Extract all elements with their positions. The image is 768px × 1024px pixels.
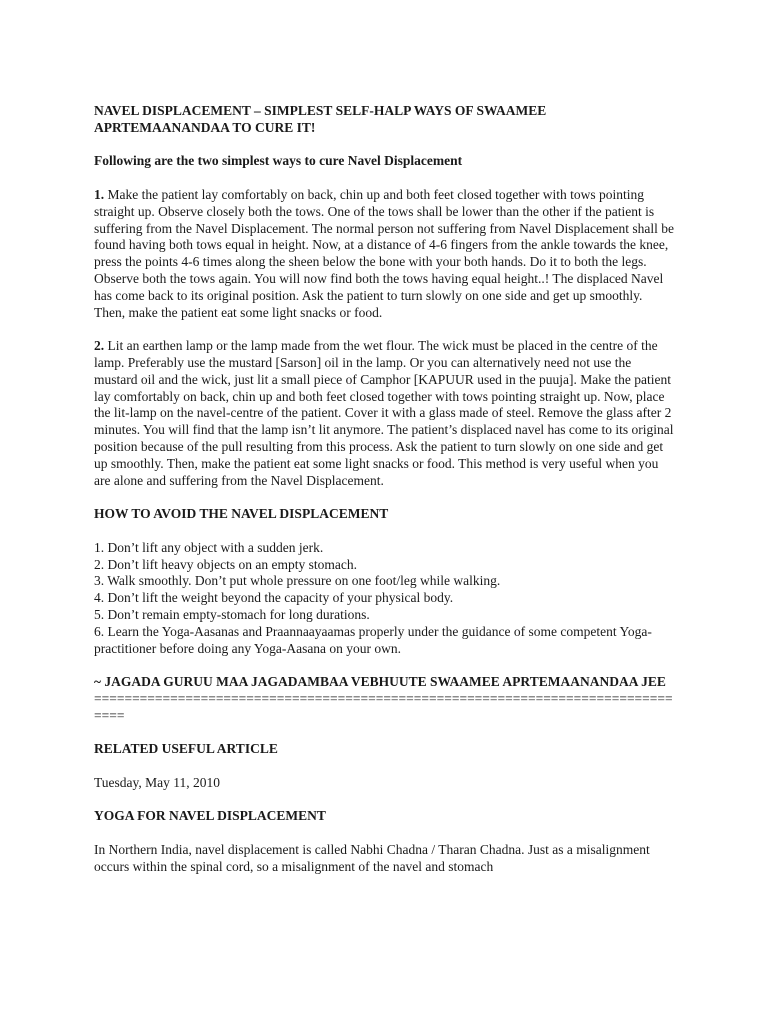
list-item: 6. Learn the Yoga-Aasanas and Praannaayaamas properly under the guidance of some competent Yoga-practitioner before doing any Yoga-Aasana on your own. <box>94 623 652 656</box>
list-item: 3. Walk smoothly. Don’t put whole pressure on one foot/leg while walking. <box>94 573 501 589</box>
article-intro: In Northern India, navel displacement is called Nabhi Chadna / Tharan Chadna. Just as a misalignment occurs within the spinal cord, so a misalignment of the navel and stomach <box>94 842 650 874</box>
list-item: 1. Don’t lift any object with a sudden jerk. <box>94 539 324 555</box>
method-one-paragraph <box>94 187 674 321</box>
method-two-paragraph <box>94 338 674 489</box>
list-item: 2. Don’t lift heavy objects on an empty stomach. <box>94 556 357 572</box>
signature: ~ JAGADA GURUU MAA JAGADAMBAA VEBHUUTE SWAAMEE APRTEMAANANDAA JEE <box>94 674 666 690</box>
document-page <box>94 103 674 892</box>
avoid-heading: HOW TO AVOID THE NAVEL DISPLACEMENT <box>94 506 389 522</box>
method-one-text: Make the patient lay comfortably on back, chin up and both feet closed together with tows pointing straight up. Observe closely both the tows. One of the tows shall be lower than the other if the patient is suffering from the Navel Displacement. The normal person not suffering from Navel Displacement shall be found having both tows equal in height. Now, at a distance of 4-6 fingers from the ankle towards the knee, press the points 4-6 times along the sheen below the bone with your both hands. Do it to both the legs. Observe both the tows again. You will now find both the tows having equal height..! The displaced Navel has come back to its original position. Ask the patient to turn slowly on one side and get up smoothly. Then, make the patient eat some light snacks or food. <box>94 186 674 320</box>
intro-heading: Following are the two simplest ways to cure Navel Displacement <box>94 153 463 169</box>
divider-line: ================================================================================ <box>94 690 673 723</box>
method-one-number: 1. <box>94 186 105 202</box>
related-heading: RELATED USEFUL ARTICLE <box>94 741 278 757</box>
method-two-number: 2. <box>94 338 105 354</box>
list-item: 4. Don’t lift the weight beyond the capacity of your physical body. <box>94 590 454 606</box>
document-title: NAVEL DISPLACEMENT – SIMPLEST SELF-HALP WAYS OF SWAAMEE APRTEMAANANDAA TO CURE IT! <box>94 103 547 135</box>
method-two-text: Lit an earthen lamp or the lamp made from the wet flour. The wick must be placed in the centre of the lamp. Preferably use the mustard [Sarson] oil in the lamp. Or you can alternatively need not use the mustard oil and the wick, just lit a small piece of Camphor [KAPUUR used in the puuja]. Make the patient lay comfortably on back, chin up and both feet closed together with tows pointing straight up. Now, place the lit-lamp on the navel-centre of the patient. Cover it with a glass made of steel. Remove the glass after 2 minutes. You will find that the lamp isn’t lit anymore. The patient’s displaced navel has come to its original position because of the pull resulting from this process. Ask the patient to turn slowly on one side and get up smoothly. Then, make the patient eat some light snacks or food. This method is very useful when you are alone and suffering from the Navel Displacement. <box>94 338 674 488</box>
article-title: YOGA FOR NAVEL DISPLACEMENT <box>94 808 326 824</box>
article-date: Tuesday, May 11, 2010 <box>94 774 221 790</box>
list-item: 5. Don’t remain empty-stomach for long durations. <box>94 606 370 622</box>
avoid-list <box>94 540 674 658</box>
